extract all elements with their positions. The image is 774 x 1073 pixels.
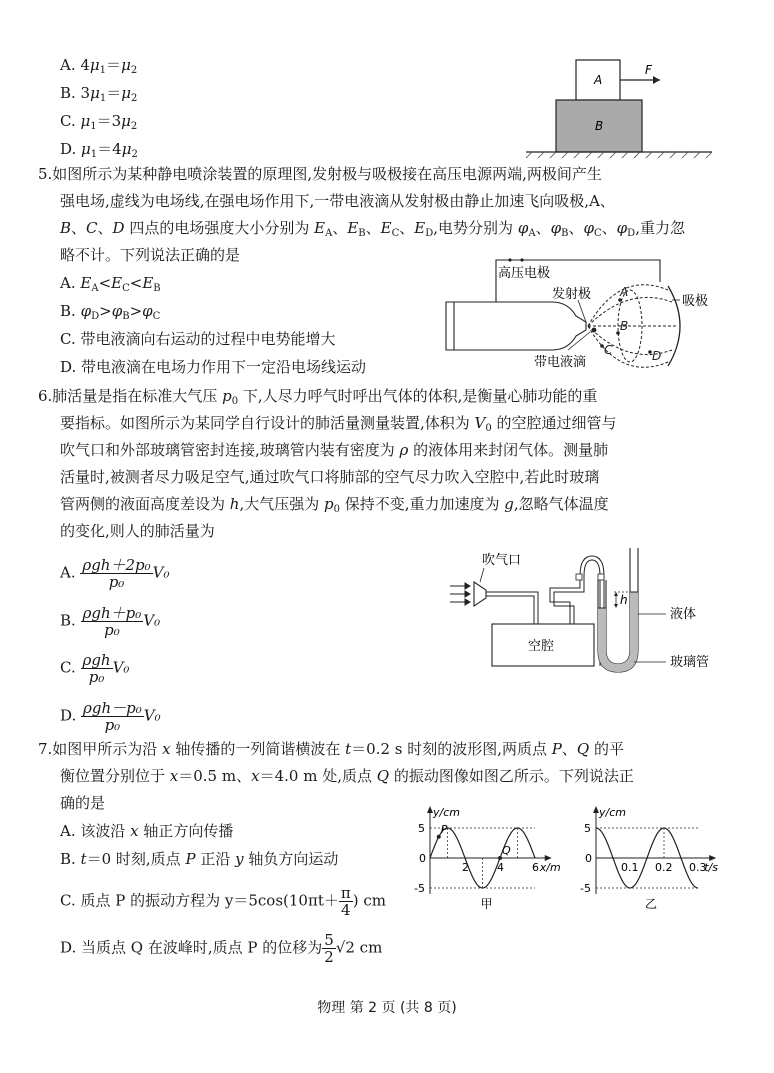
field-lines xyxy=(588,285,676,368)
q4-option-d: D. $\mu_1=4\mu_2$ xyxy=(60,140,138,160)
page-footer: 物理 第 2 页 (共 8 页) xyxy=(317,1000,457,1016)
point-b-label: B xyxy=(620,319,629,333)
force-arrowhead-icon xyxy=(653,76,660,84)
y-tick-label: -5 xyxy=(580,882,591,895)
y-tick-label: 5 xyxy=(584,822,591,835)
q6-stem-line-1: 6.肺活量是指在标准大气压 $p_0$ 下,人尽力呼气时呼出气体的体积,是衡量心肺功能的重 xyxy=(38,387,598,407)
q4-option-a: A. $4\mu_1=\mu_2$ xyxy=(60,56,138,76)
q4-figure-blocks xyxy=(520,52,720,162)
chart-yi xyxy=(574,796,724,914)
y-tick-label: -5 xyxy=(414,882,425,895)
q7-stem-line-1: 7.如图甲所示为沿 x 轴传播的一列简谐横波在 t＝0.2 s 时刻的波形图,两质点 P、Q 的平 xyxy=(38,740,624,758)
q5-option-c: C. 带电液滴向右运动的过程中电势能增大 xyxy=(60,330,336,348)
q6-figure-spirometer xyxy=(440,548,730,678)
q6-stem-line-5: 管两侧的液面高度差设为 h,大气压强为 $p_0$ 保持不变,重力加速度为 g,忽略气体温度 xyxy=(60,495,609,515)
q7-option-d: D. 当质点 Q 在波峰时,质点 P 的位移为 $\frac{5}{2}$ √2 cm xyxy=(60,931,383,966)
q7-stem-line-2: 衡位置分别位于 x＝0.5 m、x＝4.0 m 处,质点 Q 的振动图像如图乙所示。下列说法正 xyxy=(60,767,634,785)
x-tick-label: 4 xyxy=(497,861,504,874)
chart-jia xyxy=(408,796,568,914)
q7-option-c: C. 质点 P 的振动方程为 y＝5cos(10πt＋ $\frac{\pi}{4}$ ) cm xyxy=(60,884,386,919)
point-c-label: C xyxy=(604,343,613,357)
q6-stem-line-3: 吹气口和外部玻璃管密封连接,玻璃管内装有密度为 ρ 的液体用来封闭气体。测量肺 xyxy=(60,441,609,459)
force-label: F xyxy=(645,63,652,77)
mouthpiece xyxy=(474,582,486,606)
q5-stem-line-2: 强电场,虚线为电场线,在强电场作用下,一带电液滴从发射极由静止加速飞向吸极,A、 xyxy=(60,192,615,210)
q5-stem-line-1: 5.如图所示为某种静电喷涂装置的原理图,发射极与吸极接在高压电源两端,两极间产生 xyxy=(38,165,602,183)
ground-hatch xyxy=(526,152,712,158)
origin-label: 0 xyxy=(419,852,426,865)
q6-option-d: D. $\frac{\text{ρgh－p₀}}{\text{p₀}}$ V₀ xyxy=(60,699,161,734)
emitter-label: 发射极 xyxy=(552,287,592,302)
block-a-label: A xyxy=(594,73,603,87)
y-axis-label: y/cm xyxy=(599,806,626,819)
q6-option-a: A. $\frac{\text{ρgh＋2p₀}}{\text{p₀}}$ V₀ xyxy=(60,556,170,591)
x-tick-label: 0.3 xyxy=(689,861,707,874)
point-d-label: D xyxy=(652,349,662,363)
q5-figure-spray xyxy=(440,250,730,375)
q6-stem-line-6: 的变化,则人的肺活量为 xyxy=(60,522,215,540)
x-axis-label: x/m xyxy=(539,861,561,874)
q4-option-b: B. $3\mu_1=\mu_2$ xyxy=(60,84,138,104)
q7-option-b: B. t＝0 时刻,质点 P 正沿 y 轴负方向运动 xyxy=(60,850,339,868)
q7-option-a: A. 该波沿 x 轴正方向传播 xyxy=(60,822,234,840)
chart-title: 甲 xyxy=(480,897,493,911)
point-label: P xyxy=(440,822,448,836)
q7-stem-line-3: 确的是 xyxy=(60,794,106,812)
x-tick-label: 2 xyxy=(462,861,469,874)
q5-option-d: D. 带电液滴在电场力作用下一定沿电场线运动 xyxy=(60,358,367,376)
droplet-label: 带电液滴 xyxy=(534,355,587,370)
chart-title: 乙 xyxy=(645,897,658,911)
liquid-label: 液体 xyxy=(670,607,697,622)
q6-option-b: B. $\frac{\text{ρgh＋p₀}}{\text{p₀}}$ V₀ xyxy=(60,604,161,639)
collector-label: 吸极 xyxy=(682,294,709,309)
droplet xyxy=(592,328,597,333)
air-arrows xyxy=(450,583,470,605)
q6-stem-line-2: 要指标。如图所示为某同学自行设计的肺活量测量装置,体积为 $V_0$ 的空腔通过细管与 xyxy=(60,414,617,434)
x-axis-label: t/s xyxy=(704,861,718,874)
y-tick-label: 5 xyxy=(418,822,425,835)
y-axis-label: y/cm xyxy=(433,806,460,819)
q5-option-b: B. $\varphi_D>\varphi_B>\varphi_C$ xyxy=(60,302,161,322)
x-tick-label: 0.1 xyxy=(621,861,639,874)
tube-label: 玻璃管 xyxy=(670,655,710,670)
mouth-label: 吹气口 xyxy=(482,553,522,568)
q6-option-c: C. $\frac{\text{ρgh}}{\text{p₀}}$ V₀ xyxy=(60,651,130,686)
q5-option-a: A. $E_A<E_C<E_B$ xyxy=(60,274,161,294)
origin-label: 0 xyxy=(585,852,592,865)
emitter-body xyxy=(446,302,586,350)
q5-stem-line-3: B、C、D 四点的电场强度大小分别为 $E_A$、$E_B$、$E_C$、$E_D$,电势分别为 $\varphi_A$、$\varphi_B$、$\varphi_C$、$\varphi_D$,重力忽 xyxy=(60,219,685,239)
q4-option-c: C. $\mu_1=3\mu_2$ xyxy=(60,112,138,132)
power-label: 高压电极 xyxy=(498,266,551,281)
x-tick-label: 6 xyxy=(532,861,539,874)
point-label: Q xyxy=(502,844,511,857)
block-b-label: B xyxy=(595,119,604,133)
point-a-label: A xyxy=(620,285,629,299)
q6-stem-line-4: 活量时,被测者尽力吸足空气,通过吹气口将肺部的空气尽力吹入空腔中,若此时玻璃 xyxy=(60,468,600,486)
q5-stem-line-4: 略不计。下列说法正确的是 xyxy=(60,246,241,264)
cavity-label: 空腔 xyxy=(528,639,555,654)
x-tick-label: 0.2 xyxy=(655,861,673,874)
h-label: h xyxy=(620,593,628,607)
